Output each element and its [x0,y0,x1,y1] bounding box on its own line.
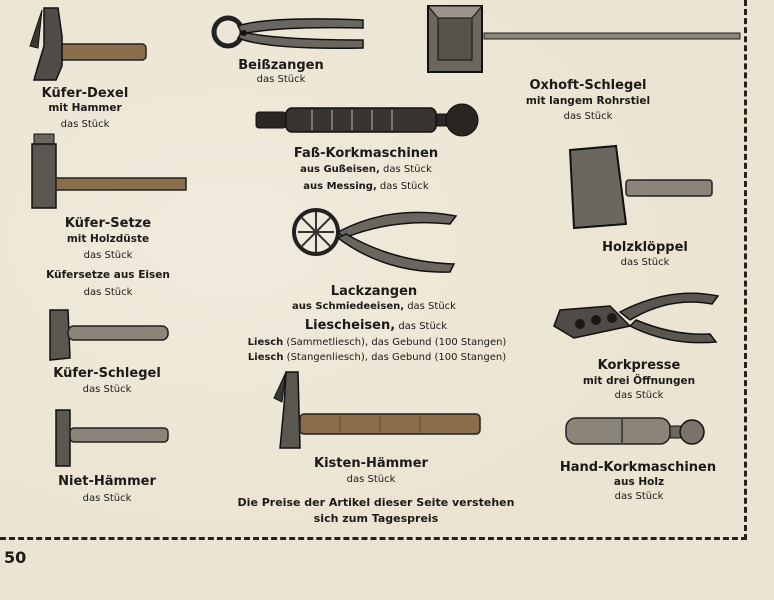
fass-line1-material: aus Gußeisen, [300,164,380,175]
kuefer-setze-unit: das Stück [83,250,133,261]
niet-haemmer-illustration [50,406,172,470]
fass-line2-material: aus Messing, [303,181,377,192]
page-number: 50 [4,548,27,567]
oxhoft-schlegel-title: Oxhoft-Schlegel [529,78,647,93]
hand-korkmaschinen-title: Hand-Korkmaschinen [559,460,717,475]
liesch-line2-name: Liesch [247,352,284,363]
price-note-line2: sich zum Tagespreis [313,512,439,525]
kuefer-schlegel-illustration [44,306,172,364]
lackzangen-title: Lackzangen [330,284,418,299]
oxhoft-schlegel-unit: das Stück [563,111,613,122]
lackzangen-illustration [290,202,464,282]
fass-korkmaschinen-line2 [282,181,450,192]
price-note-line1: Die Preise der Artikel dieser Seite verstehen [237,496,515,509]
liesch-line1 [236,337,518,348]
lackzangen-line1 [276,301,472,312]
liesch-line1-rest: (Sammetliesch), das Gebund (100 Stangen) [283,337,507,348]
korkpresse-subtitle: mit drei Öffnungen [582,375,696,387]
fass-korkmaschine-illustration [252,100,480,144]
fass-korkmaschinen-title: Faß-Korkmaschinen [293,146,439,161]
kuefer-dexel-unit: das Stück [60,119,110,130]
liescheisen-line [296,318,456,333]
kisten-haemmer-illustration [270,368,486,452]
hand-korkmaschinen-subtitle: aus Holz [613,476,665,488]
beisszangen-unit: das Stück [256,74,306,85]
holzkloeppel-illustration [566,140,716,232]
kuefer-dexel-title: Küfer-Dexel [41,86,129,101]
niet-haemmer-title: Niet-Hämmer [58,474,156,489]
liesch-line1-name: Liesch [247,337,284,348]
kuefer-setze-extra-unit: das Stück [83,287,133,298]
kuefer-schlegel-title: Küfer-Schlegel [53,366,161,381]
lackzangen-unit: das Stück [404,301,456,312]
dashed-border-right [744,0,747,540]
holzkloeppel-title: Holzklöppel [602,240,688,255]
kuefer-setze-title: Küfer-Setze [64,216,152,231]
kuefer-setze-extra: Küfersetze aus Eisen [46,269,170,281]
fass-korkmaschinen-line1 [282,164,450,175]
beisszangen-title: Beißzangen [238,58,324,73]
hand-korkmaschinen-unit: das Stück [614,491,664,502]
oxhoft-schlegel-illustration [424,2,744,76]
liescheisen-unit: das Stück [395,321,448,332]
liesch-line2-rest: (Stangenliesch), das Gebund (100 Stangen) [283,352,507,363]
korkpresse-title: Korkpresse [597,358,681,373]
korkpresse-illustration [550,286,722,350]
kuefer-setze-subtitle: mit Holzdüste [66,233,150,245]
liescheisen-title: Liescheisen, [304,318,396,333]
niet-haemmer-unit: das Stück [82,493,132,504]
fass-line2-unit: das Stück [376,181,429,192]
korkpresse-unit: das Stück [614,390,664,401]
oxhoft-schlegel-subtitle: mit langem Rohrstiel [525,95,651,107]
kuefer-dexel-subtitle: mit Hammer [48,102,122,114]
dashed-border-bottom [0,537,747,540]
lackzangen-material: aus Schmiedeeisen, [292,301,405,312]
beisszangen-illustration [208,10,368,58]
fass-line1-unit: das Stück [379,164,432,175]
kuefer-setze-illustration [28,132,190,214]
liesch-line2 [236,352,518,363]
holzkloeppel-unit: das Stück [620,257,670,268]
kuefer-schlegel-unit: das Stück [82,384,132,395]
kuefer-dexel-illustration [28,6,152,86]
hand-korkmaschine-illustration [562,410,708,454]
kisten-haemmer-unit: das Stück [346,474,396,485]
kisten-haemmer-title: Kisten-Hämmer [314,456,428,471]
